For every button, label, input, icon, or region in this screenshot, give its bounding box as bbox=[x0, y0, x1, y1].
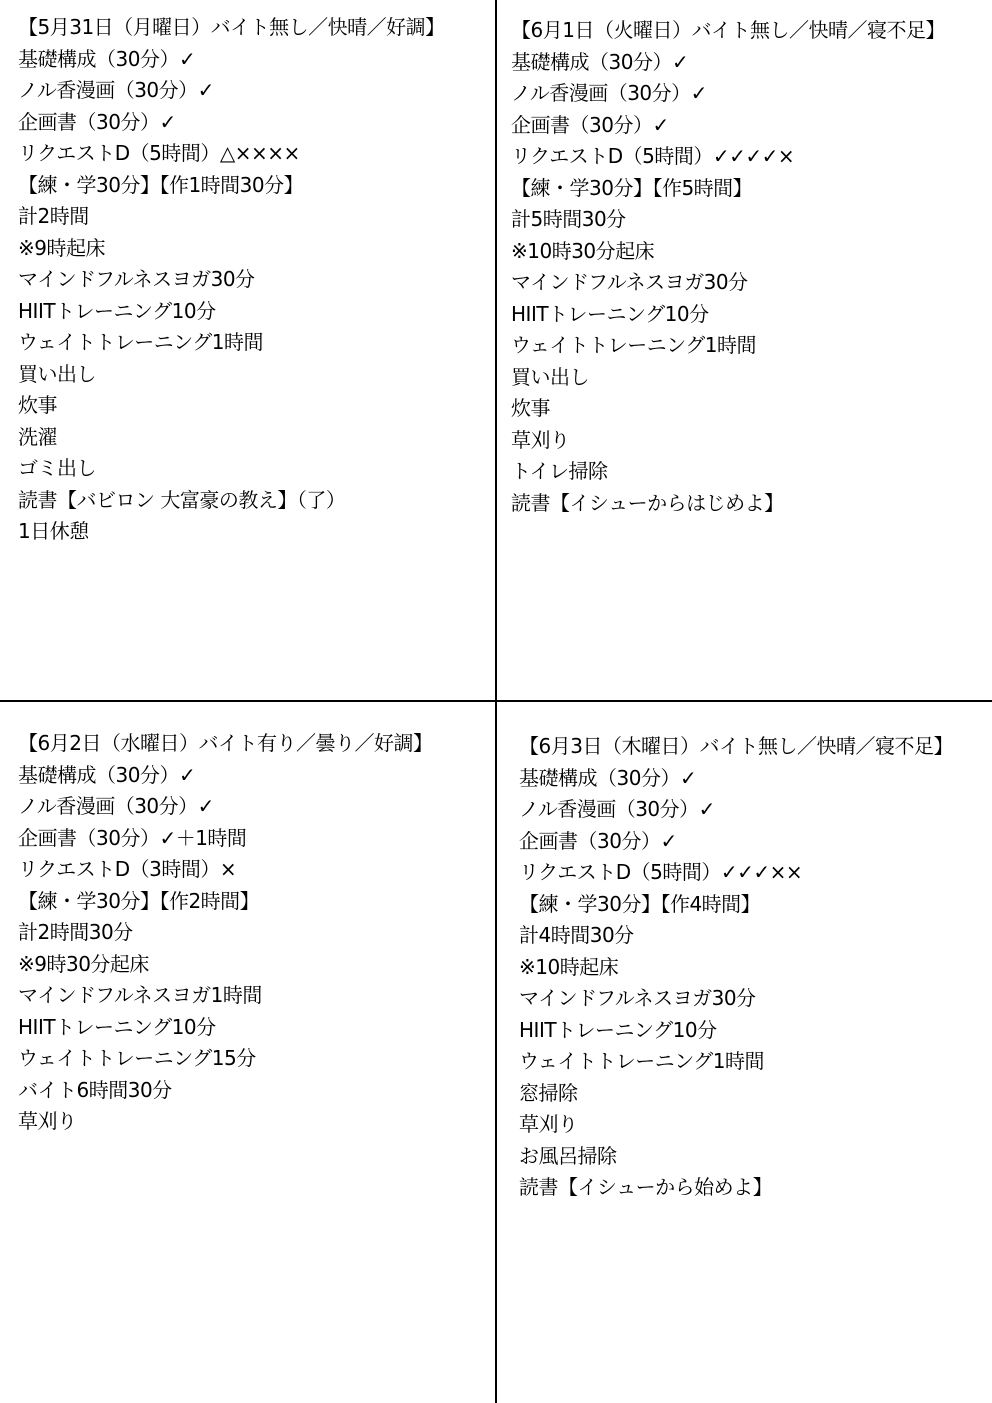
entry-line: リクエストD（5時間）△×××× bbox=[18, 141, 300, 165]
entry-line: マインドフルネスヨガ1時間 bbox=[18, 983, 262, 1007]
entry-line: リクエストD（5時間）✓✓✓×× bbox=[519, 860, 803, 884]
entry-line: 炊事 bbox=[511, 396, 550, 420]
entry-line: 炊事 bbox=[18, 393, 57, 417]
entry-line: 草刈り bbox=[519, 1112, 578, 1136]
entry-line: 基礎構成（30分）✓ bbox=[511, 49, 689, 74]
entry-line: リクエストD（5時間）✓✓✓✓× bbox=[511, 144, 795, 168]
horizontal-divider bbox=[0, 700, 992, 702]
entry-line: 企画書（30分）✓ bbox=[519, 828, 677, 853]
entry-line: ウェイトトレーニング1時間 bbox=[519, 1049, 765, 1073]
entry-heading: 【6月2日（水曜日）バイト有り／曇り／好調】 bbox=[18, 731, 433, 755]
entry-line: 1日休憩 bbox=[18, 519, 89, 543]
entry-line: HIITトレーニング10分 bbox=[519, 1017, 717, 1042]
entry-line: 草刈り bbox=[18, 1109, 77, 1133]
entry-line: 読書【バビロン 大富豪の教え】（了） bbox=[18, 487, 346, 512]
entry-line: 草刈り bbox=[511, 427, 570, 452]
entry-line: バイト6時間30分 bbox=[18, 1077, 172, 1102]
entry-line: マインドフルネスヨガ30分 bbox=[519, 986, 756, 1010]
entry-line: ※9時起床 bbox=[18, 235, 105, 260]
entry-line: ※10時起床 bbox=[519, 954, 619, 979]
entry-line: 読書【イシューから始めよ】 bbox=[519, 1175, 773, 1199]
diary-entry-may-31 bbox=[18, 12, 445, 548]
entry-line: 計2時間 bbox=[18, 204, 89, 228]
entry-heading: 【6月1日（火曜日）バイト無し／快晴／寝不足】 bbox=[511, 18, 945, 42]
diary-entry-jun-1 bbox=[511, 15, 945, 519]
entry-line: トイレ掃除 bbox=[511, 459, 608, 483]
entry-line: ※9時30分起床 bbox=[18, 951, 149, 976]
entry-line: 基礎構成（30分）✓ bbox=[18, 762, 196, 787]
entry-line: 買い出し bbox=[18, 361, 96, 386]
entry-line: 【練・学30分】【作4時間】 bbox=[519, 891, 761, 916]
entry-line: HIITトレーニング10分 bbox=[18, 298, 216, 323]
entry-line: ウェイトトレーニング1時間 bbox=[18, 330, 264, 354]
entry-line: 【練・学30分】【作1時間30分】 bbox=[18, 172, 304, 197]
entry-line: マインドフルネスヨガ30分 bbox=[18, 267, 255, 291]
entry-line: ウェイトトレーニング15分 bbox=[18, 1046, 256, 1070]
entry-line: 基礎構成（30分）✓ bbox=[519, 765, 697, 790]
entry-line: リクエストD（3時間）× bbox=[18, 857, 237, 881]
entry-line: 計4時間30分 bbox=[519, 923, 634, 947]
entry-heading: 【5月31日（月曜日）バイト無し／快晴／好調】 bbox=[18, 15, 445, 39]
entry-line: ノル香漫画（30分）✓ bbox=[519, 797, 715, 821]
diary-entry-jun-3 bbox=[519, 731, 953, 1204]
entry-line: 基礎構成（30分）✓ bbox=[18, 46, 196, 71]
entry-line: 企画書（30分）✓＋1時間 bbox=[18, 825, 247, 850]
entry-line: 窓掃除 bbox=[519, 1080, 578, 1105]
entry-line: HIITトレーニング10分 bbox=[18, 1014, 216, 1039]
entry-line: 計2時間30分 bbox=[18, 920, 133, 944]
entry-line: 企画書（30分）✓ bbox=[511, 112, 669, 137]
entry-line: ノル香漫画（30分）✓ bbox=[18, 794, 214, 818]
entry-line: ノル香漫画（30分）✓ bbox=[18, 78, 214, 102]
entry-line: ※10時30分起床 bbox=[511, 238, 655, 263]
entry-line: 計5時間30分 bbox=[511, 207, 626, 231]
entry-line: ゴミ出し bbox=[18, 456, 96, 480]
entry-line: 洗濯 bbox=[18, 424, 57, 449]
entry-line: マインドフルネスヨガ30分 bbox=[511, 270, 748, 294]
entry-line: ノル香漫画（30分）✓ bbox=[511, 81, 707, 105]
entry-heading: 【6月3日（木曜日）バイト無し／快晴／寝不足】 bbox=[519, 734, 953, 758]
entry-line: お風呂掃除 bbox=[519, 1143, 617, 1168]
entry-line: 読書【イシューからはじめよ】 bbox=[511, 490, 784, 515]
entry-line: 買い出し bbox=[511, 364, 589, 389]
entry-line: 【練・学30分】【作2時間】 bbox=[18, 888, 260, 913]
entry-line: 【練・学30分】【作5時間】 bbox=[511, 175, 753, 200]
entry-line: HIITトレーニング10分 bbox=[511, 301, 709, 326]
entry-line: ウェイトトレーニング1時間 bbox=[511, 333, 757, 357]
diary-entry-jun-2 bbox=[18, 728, 432, 1138]
entry-line: 企画書（30分）✓ bbox=[18, 109, 176, 134]
